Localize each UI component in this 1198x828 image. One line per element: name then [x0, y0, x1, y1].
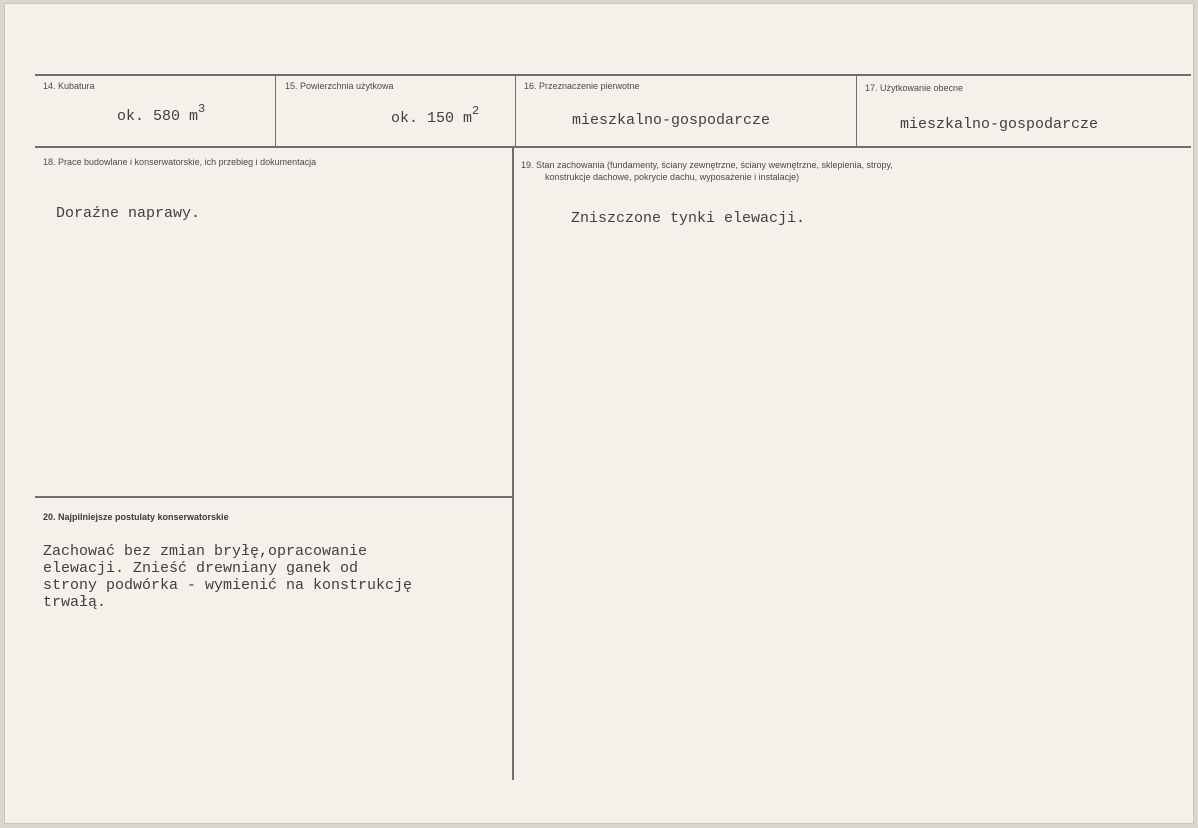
field-18-label: 18. Prace budowlane i konserwatorskie, ich przebieg i dokumentacja: [43, 157, 317, 167]
field-14-text: ok. 580 m: [117, 108, 199, 125]
field-14-label: 14. Kubatura: [43, 81, 95, 91]
main-divider: [512, 148, 514, 780]
field-14-value: [117, 104, 205, 125]
field-15-text: ok. 150 m: [391, 110, 473, 127]
field-15-exponent: 2: [472, 104, 480, 118]
field-20-line: Zachować bez zmian bryłę,opracowanie: [43, 543, 368, 560]
divider-14-15: [275, 75, 276, 147]
divider-16-17: [856, 75, 857, 147]
divider-15-16: [515, 75, 516, 147]
field-17-value: mieszkalno-gospodarcze: [900, 116, 1099, 133]
field-19-value: Zniszczone tynki elewacji.: [571, 210, 806, 227]
field-19-label-line2: konstrukcje dachowe, pokrycie dachu, wyposażenie i instalacje): [545, 172, 800, 182]
field-16-value: mieszkalno-gospodarcze: [572, 112, 771, 129]
field-14-exponent: 3: [198, 102, 206, 116]
row1-bottom-rule: [35, 146, 1191, 148]
field-16-label: 16. Przeznaczenie pierwotne: [524, 81, 640, 91]
field20-top-rule: [35, 496, 512, 498]
field-19-label-line1: 19. Stan zachowania (fundamenty, ściany zewnętrzne, ściany wewnętrzne, sklepienia, stropy,: [521, 160, 893, 170]
field-17-label: 17. Użytkowanie obecne: [865, 83, 964, 93]
field-20-value: [43, 543, 412, 611]
inventory-card: [4, 3, 1194, 824]
field-20-line: strony podwórka - wymienić na konstrukcję: [43, 577, 413, 594]
field-18-value: Doraźne naprawy.: [56, 205, 201, 222]
field-15-label: 15. Powierzchnia użytkowa: [285, 81, 394, 91]
field-20-label: 20. Najpilniejsze postulaty konserwatorskie: [43, 512, 229, 522]
field-15-value: [391, 106, 479, 127]
field-20-line: trwałą.: [43, 594, 107, 611]
field-20-line: elewacji. Znieść drewniany ganek od: [43, 560, 359, 577]
top-rule: [35, 74, 1191, 76]
